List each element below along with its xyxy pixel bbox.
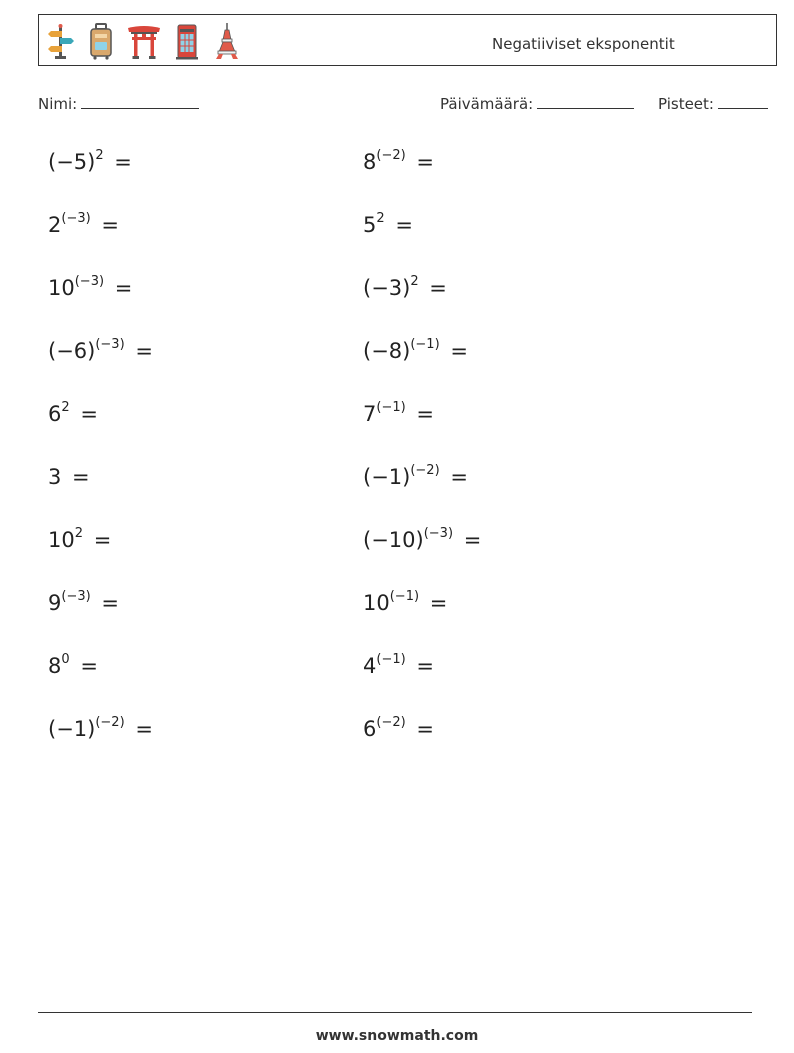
equals-sign: = xyxy=(409,654,434,678)
problem-left-9 xyxy=(48,654,98,678)
equals-sign: = xyxy=(128,717,153,741)
equals-sign: = xyxy=(409,150,434,174)
problem-right-2 xyxy=(363,213,413,237)
problem-left-3 xyxy=(48,276,132,300)
score-field xyxy=(658,94,768,113)
problem-base: 2 xyxy=(48,213,62,237)
equals-sign: = xyxy=(443,339,468,363)
score-label: Pisteet: xyxy=(658,95,714,113)
equals-sign: = xyxy=(422,276,447,300)
problem-base: 9 xyxy=(48,591,62,615)
problem-base: 10 xyxy=(363,591,390,615)
problem-exponent: 2 xyxy=(410,274,419,289)
problem-base: 8 xyxy=(48,654,62,678)
footer-rule xyxy=(38,1012,752,1013)
problem-left-2 xyxy=(48,213,119,237)
problem-right-3 xyxy=(363,276,447,300)
name-label: Nimi: xyxy=(38,95,78,113)
equals-sign: = xyxy=(73,402,98,426)
header-box xyxy=(38,14,777,66)
equals-sign: = xyxy=(73,654,98,678)
header-icons xyxy=(47,21,241,61)
problem-right-7 xyxy=(363,528,481,552)
problem-right-1 xyxy=(363,150,434,174)
problem-right-9 xyxy=(363,654,434,678)
problem-left-5 xyxy=(48,402,98,426)
equals-sign: = xyxy=(87,528,112,552)
tokyo-tower-icon xyxy=(213,22,241,60)
problem-base: (−1) xyxy=(363,465,411,489)
problem-exponent: (−1) xyxy=(376,652,406,667)
equals-sign: = xyxy=(423,591,448,615)
problem-exponent: (−1) xyxy=(389,589,420,604)
equals-sign: = xyxy=(108,276,133,300)
problem-left-6 xyxy=(48,465,90,489)
problem-base: (−5) xyxy=(48,150,96,174)
name-field xyxy=(38,94,199,113)
problem-exponent: (−3) xyxy=(74,274,105,289)
phone-booth-icon xyxy=(173,22,201,60)
equals-sign: = xyxy=(457,528,482,552)
problem-exponent: 2 xyxy=(376,211,385,226)
problem-exponent: (−3) xyxy=(61,589,91,604)
problem-right-8 xyxy=(363,591,447,615)
footer-url: www.snowmath.com xyxy=(315,1028,479,1044)
problem-exponent: (−3) xyxy=(95,337,125,352)
problem-exponent: 0 xyxy=(61,652,70,667)
problem-exponent: (−2) xyxy=(95,715,125,730)
suitcase-icon xyxy=(87,22,115,60)
problem-left-4 xyxy=(48,339,153,363)
problem-base: (−6) xyxy=(48,339,96,363)
equals-sign: = xyxy=(443,465,468,489)
problem-exponent: (−3) xyxy=(61,211,91,226)
problem-exponent: (−3) xyxy=(423,526,454,541)
problem-base: (−10) xyxy=(363,528,424,552)
problem-left-7 xyxy=(48,528,111,552)
score-blank[interactable] xyxy=(718,94,768,109)
problem-base: 6 xyxy=(48,402,62,426)
equals-sign: = xyxy=(388,213,413,237)
problem-exponent: 2 xyxy=(61,400,70,415)
problem-right-10 xyxy=(363,717,434,741)
problem-base: 8 xyxy=(363,150,377,174)
worksheet-title: Negatiiviset eksponentit xyxy=(492,35,675,53)
equals-sign: = xyxy=(94,591,119,615)
problem-exponent: 2 xyxy=(95,148,104,163)
problem-left-1 xyxy=(48,150,132,174)
equals-sign: = xyxy=(128,339,153,363)
problem-base: 10 xyxy=(48,276,75,300)
name-blank[interactable] xyxy=(81,94,199,109)
problem-exponent: (−2) xyxy=(376,715,406,730)
problem-exponent: (−2) xyxy=(376,148,406,163)
equals-sign: = xyxy=(94,213,119,237)
problem-base: (−3) xyxy=(363,276,411,300)
date-blank[interactable] xyxy=(537,94,634,109)
problem-left-8 xyxy=(48,591,119,615)
equals-sign: = xyxy=(107,150,132,174)
problem-exponent: (−1) xyxy=(376,400,406,415)
problem-base: (−1) xyxy=(48,717,96,741)
date-field xyxy=(440,94,634,113)
problem-base: 7 xyxy=(363,402,377,426)
problem-exponent: (−2) xyxy=(410,463,440,478)
equals-sign: = xyxy=(409,402,434,426)
problem-right-5 xyxy=(363,402,434,426)
problem-base: (−8) xyxy=(363,339,411,363)
equals-sign: = xyxy=(409,717,434,741)
problem-left-10 xyxy=(48,717,153,741)
problem-base: 6 xyxy=(363,717,377,741)
problem-exponent: (−1) xyxy=(410,337,440,352)
problem-base: 10 xyxy=(48,528,75,552)
signpost-icon xyxy=(47,22,75,60)
problem-right-4 xyxy=(363,339,468,363)
equals-sign: = xyxy=(65,465,90,489)
problem-base: 5 xyxy=(363,213,377,237)
torii-gate-icon xyxy=(127,22,161,60)
date-label: Päivämäärä: xyxy=(440,95,534,113)
problem-base: 4 xyxy=(363,654,377,678)
problem-exponent: 2 xyxy=(74,526,84,541)
problem-base: 3 xyxy=(48,465,62,489)
problem-right-6 xyxy=(363,465,468,489)
